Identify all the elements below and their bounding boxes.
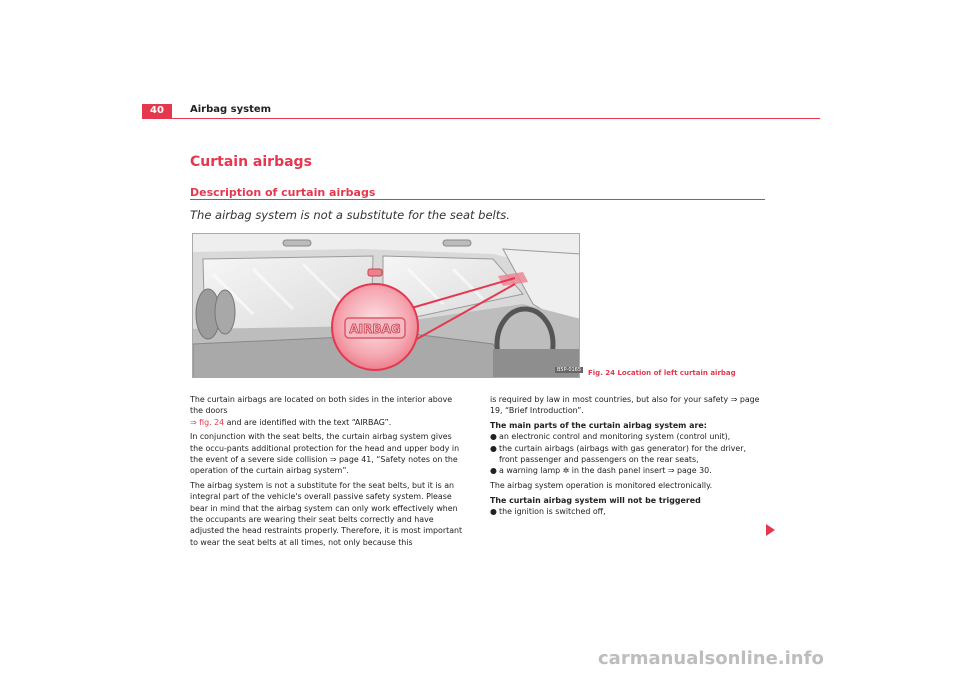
list-item-text: the ignition is switched off, xyxy=(499,507,606,517)
lead-sentence: The airbag system is not a substitute for the seat belts. xyxy=(190,208,510,222)
car-interior-drawing xyxy=(193,234,580,378)
watermark: carmanualsonline.info xyxy=(598,648,824,669)
page-number: 40 xyxy=(142,104,172,118)
list-item xyxy=(490,506,766,517)
airbag-label: AIRBAG xyxy=(349,322,401,336)
paragraph: The airbag system is not a substitute for the seat belts, but it is an integral part of the vehicle's overall passive safety system. Please bear in mind that the airbag system can only work effectively when the occupants are wearing their seat belts correctly and have adjusted the head restraints properly. Therefore, it is most important to wear the seat belts at all times, not only because this xyxy=(190,481,463,547)
list-item xyxy=(490,443,766,466)
list-item-text: the curtain airbags (airbags with gas generator) for the driver, front passenger and passengers on the rear seats, xyxy=(499,443,747,464)
text: The curtain airbags are located on both sides in the interior above the doors xyxy=(190,395,453,416)
right-column xyxy=(490,394,766,517)
text: and are identified with the text “AIRBAG”. xyxy=(226,417,392,427)
bullet-icon: ● xyxy=(490,466,497,476)
left-column xyxy=(190,394,466,551)
paragraph: In conjunction with the seat belts, the curtain airbag system gives the occu-pants additional protection for the head and upper body in the event of a severe side collision ⇒ page 41, “Safety notes on the operation of the curtain airbag system”. xyxy=(190,432,460,476)
list-item xyxy=(490,465,766,476)
trigger-heading: The curtain airbag system will not be triggered xyxy=(490,495,701,505)
figure-code: B5P-0165 xyxy=(557,367,582,373)
next-page-arrow-icon[interactable] xyxy=(766,524,775,536)
curtain-airbag-illustration xyxy=(192,233,580,378)
paragraph xyxy=(190,394,466,428)
list-item-text: an electronic control and monitoring system (control unit), xyxy=(499,432,731,442)
list-item-text: a warning lamp ✲ in the dash panel insert ⇒ page 30. xyxy=(499,466,712,476)
running-head: Airbag system xyxy=(190,104,272,115)
paragraph: is required by law in most countries, but also for your safety ⇒ page 19, “Brief Introduction”. xyxy=(490,395,760,416)
paragraph: The airbag system operation is monitored electronically. xyxy=(490,481,713,491)
subsection-title: Description of curtain airbags xyxy=(190,186,376,199)
list-item xyxy=(490,431,766,442)
bullet-icon: ● xyxy=(490,432,497,442)
bullet-icon: ● xyxy=(490,507,497,517)
parts-heading: The main parts of the curtain airbag system are: xyxy=(490,421,707,431)
figure-link[interactable]: ⇒ fig. 24 xyxy=(190,417,225,427)
header-rule xyxy=(142,118,820,119)
figure-caption: Fig. 24 Location of left curtain airbag xyxy=(588,369,736,377)
subsection-rule xyxy=(190,199,765,200)
section-title: Curtain airbags xyxy=(190,154,312,170)
bullet-icon: ● xyxy=(490,443,497,453)
